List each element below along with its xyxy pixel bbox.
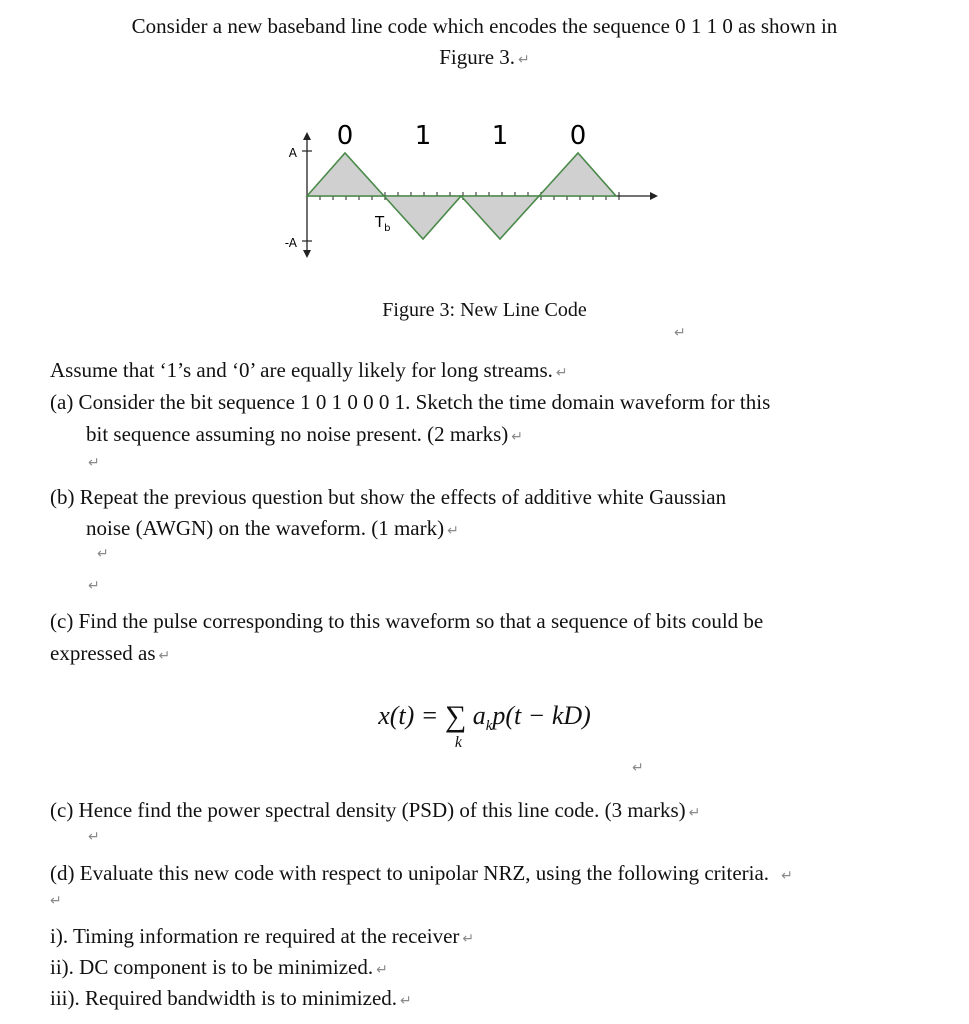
return-mark: ↵: [447, 523, 459, 539]
return-mark: ↵: [88, 578, 100, 594]
return-mark: ↵: [688, 805, 701, 821]
pulse-bit-0-first: [307, 153, 384, 196]
bit-label-2: 1: [414, 121, 432, 151]
return-mark: ↵: [88, 829, 100, 845]
return-mark: ↵: [462, 931, 475, 947]
vertical-axis-arrow-down: [303, 250, 311, 258]
bit-label-4: 0: [569, 121, 587, 151]
return-mark: ↵: [518, 52, 530, 68]
criterion-1: i). Timing information re required at the receiver ↵: [50, 924, 475, 948]
return-mark: ↵: [781, 868, 793, 884]
return-mark: ↵: [50, 893, 62, 909]
part-a-line-1: (a) Consider the bit sequence 1 0 1 0 0 0 1. Sketch the time domain waveform for this: [50, 390, 771, 414]
return-mark: ↵: [632, 760, 644, 776]
criterion-2: ii). DC component is to be minimized. ↵: [50, 955, 388, 979]
return-mark: ↵: [376, 962, 388, 978]
return-mark: ↵: [97, 546, 109, 562]
figure-3-line-code: [280, 110, 670, 270]
pulse-bit-0-second: [539, 153, 616, 196]
summation-index: k: [454, 734, 462, 751]
assumption-text: Assume that ‘1’s and ‘0’ are equally likely for long streams. ↵: [50, 358, 568, 382]
part-a-line-2: bit sequence assuming no noise present. (2 marks) ↵: [86, 422, 523, 446]
pulse-bit-1-first: [384, 196, 461, 239]
part-d-text: (d) Evaluate this new code with respect to unipolar NRZ, using the following criteria. ↵: [50, 861, 793, 885]
return-mark: ↵: [555, 365, 568, 381]
amp-pos-label: A: [288, 146, 297, 160]
bit-label-3: 1: [491, 121, 509, 151]
time-axis-arrow: [650, 192, 658, 200]
part-b-line-2: noise (AWGN) on the waveform. (1 mark) ↵: [86, 516, 459, 540]
part-b-line-1: (b) Repeat the previous question but show the effects of additive white Gaussian: [50, 485, 727, 509]
pulse-bit-1-second: [461, 196, 539, 239]
summation-formula: x(t) = ∑ k $a_kp(t - kD)$: [378, 700, 591, 751]
part-c-line-1: (c) Find the pulse corresponding to this waveform so that a sequence of bits could be: [50, 609, 764, 633]
return-mark: ↵: [511, 429, 523, 445]
bit-label-1: 0: [336, 121, 354, 151]
return-mark: ↵: [674, 325, 686, 341]
tb-label: $T_b$: [375, 213, 391, 234]
criterion-3: iii). Required bandwidth is to minimized. ↵: [50, 986, 412, 1010]
part-c-psd: (c) Hence find the power spectral density (PSD) of this line code. (3 marks) ↵: [50, 798, 701, 822]
return-mark: ↵: [88, 455, 100, 471]
figure-caption: Figure 3: New Line Code: [382, 299, 587, 321]
intro-line-1: Consider a new baseband line code which encodes the sequence 0 1 1 0 as shown in: [131, 14, 838, 38]
return-mark: ↵: [400, 993, 412, 1009]
intro-line-2: Figure 3. ↵: [439, 45, 530, 69]
part-c-line-2: expressed as ↵: [50, 641, 171, 665]
amp-neg-label: -A: [284, 236, 297, 250]
return-mark: ↵: [158, 648, 171, 664]
vertical-axis-arrow-up: [303, 132, 311, 140]
